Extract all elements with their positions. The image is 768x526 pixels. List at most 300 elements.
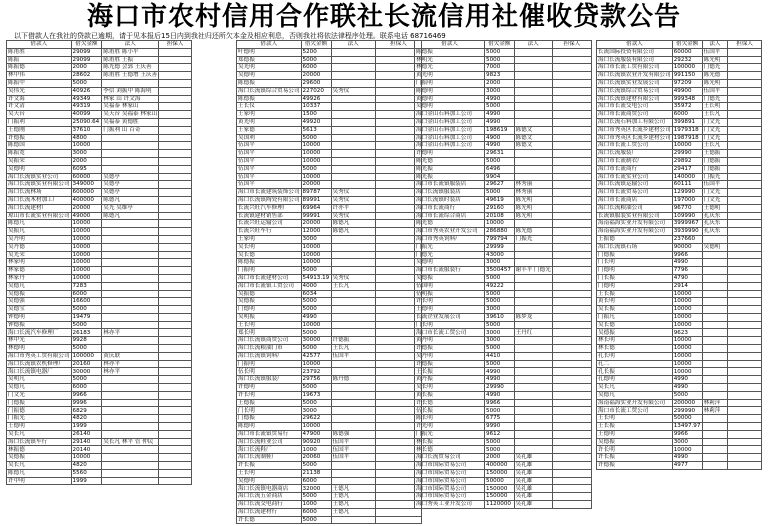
amount-cell: 10000 [301, 423, 331, 431]
legal-rep-cell [514, 430, 552, 438]
amount-cell: 29756 [301, 376, 331, 384]
amount-cell: 10000 [71, 251, 102, 259]
table-row [237, 118, 422, 126]
legal-rep-cell: 陈光德 [514, 228, 552, 236]
borrower-cell: 伍明振 [415, 290, 485, 298]
borrower-cell: 海口市秀英工贸有限公司 [8, 352, 70, 359]
legal-rep-cell [331, 181, 375, 189]
legal-rep-cell [102, 407, 159, 415]
borrower-cell: 海口金山石料加工公司 [415, 142, 485, 150]
borrower-cell: 黄德明 [415, 95, 485, 103]
amount-cell: 237660 [672, 235, 702, 243]
guarantor-cell [159, 415, 192, 423]
legal-rep-cell [331, 126, 375, 134]
table-row [415, 477, 592, 485]
legal-rep-cell: 吴光 吴维亭 [102, 204, 159, 212]
guarantor-cell [159, 235, 192, 243]
legal-rep-cell: 门德光 [702, 64, 728, 72]
amount-cell: 3999967 [672, 220, 702, 228]
borrower-cell: 吴长凡 [597, 384, 673, 392]
borrower-cell: 吴长德 [237, 251, 302, 259]
borrower-cell: 黄长振 [415, 391, 485, 399]
borrower-cell: 海口金山石料加工公司 [415, 118, 485, 126]
table-row [237, 134, 422, 142]
legal-rep-cell [102, 282, 159, 290]
amount-cell: 29990 [672, 150, 702, 158]
table-row [237, 391, 422, 399]
amount-cell: 10000 [301, 157, 331, 165]
legal-rep-cell [102, 337, 159, 345]
table-row [415, 337, 592, 345]
borrower-cell: 吴德凡 [7, 384, 72, 392]
legal-rep-cell [102, 79, 159, 87]
table-row [7, 407, 192, 415]
borrower-cell: 海口长流镇实业有限公司 [8, 181, 70, 188]
amount-cell: 10000 [672, 446, 702, 454]
borrower-cell: 海口长流汽车修理厂 [7, 329, 72, 337]
table-row [7, 306, 192, 314]
table-row [597, 321, 762, 329]
borrower-cell: 陈光德 [415, 157, 485, 165]
guarantor-cell [159, 87, 192, 95]
borrower-cell: 海口长流镇综合贸易公司 [597, 87, 673, 95]
table-row [7, 329, 192, 337]
guarantor-cell [159, 352, 192, 360]
table-row [7, 446, 192, 454]
legal-rep-cell: 陈德凡 [102, 212, 159, 220]
guarantor-cell [159, 259, 192, 267]
guarantor-cell [552, 345, 591, 353]
guarantor-cell [728, 446, 762, 454]
legal-rep-cell [331, 267, 375, 275]
borrower-cell: 孔德明 [597, 376, 673, 384]
guarantor-cell [552, 485, 591, 493]
table-row [7, 165, 192, 173]
amount-cell: 4990 [485, 391, 514, 399]
legal-rep-cell [102, 150, 159, 158]
guarantor-cell [159, 157, 192, 165]
amount-cell: 10000 [301, 259, 331, 267]
borrower-cell: 王家明 [237, 235, 302, 243]
legal-rep-cell [702, 462, 728, 470]
table-row [415, 126, 592, 134]
borrower-cell: 海口秀英工业开发公司 [415, 501, 485, 509]
borrower-cell: 吴光荣 [7, 251, 72, 259]
table-row [597, 313, 762, 321]
legal-rep-cell [331, 165, 375, 173]
column-header: 借款人 [597, 41, 673, 49]
borrower-cell: 陈振宽 [7, 150, 72, 158]
legal-rep-cell [102, 469, 159, 477]
borrower-cell: 长流镇建材销售部 [237, 212, 302, 220]
borrower-cell: 琼山市长流实业有限公司 [8, 212, 70, 219]
legal-rep-cell: 林秀丽 [514, 181, 552, 189]
table-row [237, 501, 422, 509]
table-row [237, 251, 422, 259]
amount-cell: 5000 [485, 157, 514, 165]
legal-rep-cell [102, 259, 159, 267]
table-row [415, 493, 592, 501]
guarantor-cell [552, 142, 591, 150]
amount-cell: 1120000 [485, 501, 514, 509]
amount-cell: 10000 [301, 360, 331, 368]
amount-cell: 5000 [301, 345, 331, 353]
guarantor-cell [552, 282, 591, 290]
column-header: 法人 [702, 41, 728, 49]
legal-rep-cell: 吴福泰 黄德胜 [102, 118, 159, 126]
amount-cell: 10000 [301, 142, 331, 150]
borrower-cell: 许光明 [415, 423, 485, 431]
amount-cell: 60111 [672, 181, 702, 189]
table-row [7, 134, 192, 142]
legal-rep-cell [102, 399, 159, 407]
table-row [597, 430, 762, 438]
guarantor-cell [552, 150, 591, 158]
borrower-cell: 门德振 [7, 399, 72, 407]
borrower-cell: 海口长流粮油门市 [237, 345, 302, 353]
borrower-cell: 海口市国际贸易公司 [415, 469, 485, 477]
amount-cell: 4990 [485, 142, 514, 150]
table-row [597, 126, 762, 134]
legal-rep-cell: 吴德亭 [102, 181, 159, 189]
table-row [597, 337, 762, 345]
table-row [7, 251, 192, 259]
amount-cell: 29892 [672, 157, 702, 165]
table-row [597, 454, 762, 462]
guarantor-cell [552, 173, 591, 181]
borrower-cell: 陈德振 [415, 48, 485, 56]
table-row [597, 173, 762, 181]
table-row [7, 56, 192, 64]
amount-cell: 4990 [485, 95, 514, 103]
legal-rep-cell [514, 173, 552, 181]
amount-cell: 6000 [71, 384, 102, 392]
amount-cell: 2000 [485, 454, 514, 462]
borrower-cell: 吴德振 [7, 290, 72, 298]
amount-cell: 43000 [485, 251, 514, 259]
table-row [7, 189, 192, 197]
table-row [7, 399, 192, 407]
amount-cell: 29999 [485, 243, 514, 251]
legal-rep-cell: 王德凡 [331, 508, 375, 516]
legal-rep-cell: 王长凡 [702, 111, 728, 119]
guarantor-cell [552, 126, 591, 134]
borrower-cell: 吴德振 [597, 438, 673, 446]
table-row [597, 329, 762, 337]
guarantor-cell [552, 501, 591, 509]
amount-cell: 3000 [301, 235, 331, 243]
legal-rep-cell [514, 274, 552, 282]
borrower-cell: 林家德 [7, 267, 72, 275]
legal-rep-cell: 吴德亭 [102, 173, 159, 181]
borrower-cell: 陈振德 [7, 64, 72, 72]
legal-rep-cell [514, 243, 552, 251]
legal-rep-cell: 伍国平 [331, 446, 375, 454]
table-row [7, 321, 192, 329]
guarantor-cell [159, 282, 192, 290]
borrower-cell: 海口长流镇时装店 [415, 196, 485, 204]
amount-cell: 109990 [672, 212, 702, 220]
borrower-cell: 黄长明 [597, 298, 673, 306]
amount-cell: 29140 [71, 438, 102, 446]
legal-rep-cell [514, 64, 552, 72]
table-row [237, 345, 422, 353]
borrower-cell: 吴德强 [7, 298, 72, 306]
borrower-cell: 许德振 [415, 360, 485, 368]
amount-cell: 30000 [301, 337, 331, 345]
table-row [415, 446, 592, 454]
column-header: 法人 [331, 41, 375, 49]
borrower-cell: 王德振 [237, 399, 302, 407]
guarantor-cell [552, 290, 591, 298]
legal-rep-cell [331, 251, 375, 259]
guarantor-cell [728, 79, 762, 87]
legal-rep-cell [102, 290, 159, 298]
table-row [7, 313, 192, 321]
table-row [597, 462, 762, 470]
borrower-cell: 王家德 [237, 126, 302, 134]
column-header: 借欠金额 [485, 41, 514, 49]
guarantor-cell [159, 267, 192, 275]
amount-cell: 5000 [485, 360, 514, 368]
legal-rep-cell [702, 423, 728, 431]
amount-cell: 9966 [672, 430, 702, 438]
legal-rep-cell [102, 376, 159, 384]
table-row [237, 469, 422, 477]
legal-rep-cell: 伍国平 [331, 454, 375, 462]
amount-cell: 5000 [672, 391, 702, 399]
amount-cell: 1999 [71, 423, 102, 431]
table-row [237, 56, 422, 64]
amount-cell: 3000 [485, 306, 514, 314]
legal-rep-cell [102, 134, 159, 142]
table-row [237, 142, 422, 150]
guarantor-cell [552, 391, 591, 399]
table-row [415, 64, 592, 72]
legal-rep-cell [702, 298, 728, 306]
legal-rep-cell [331, 360, 375, 368]
amount-cell: 20060 [301, 454, 331, 462]
borrower-cell: 陈光德 [415, 220, 485, 228]
legal-rep-cell: 吴礼雄 [514, 485, 552, 493]
table-row [7, 384, 192, 392]
guarantor-cell [552, 56, 591, 64]
guarantor-cell [552, 368, 591, 376]
borrower-cell: 吴德明 [237, 477, 302, 485]
legal-rep-cell [331, 157, 375, 165]
guarantor-cell [552, 493, 591, 501]
table-row [237, 438, 422, 446]
guarantor-cell [159, 48, 192, 56]
guarantor-cell [552, 72, 591, 80]
legal-rep-cell: 孔庆东 [702, 220, 728, 228]
borrower-cell: 林中伟 [7, 72, 72, 80]
table-row [597, 384, 762, 392]
table-row [237, 485, 422, 493]
borrower-cell: 许长振 [597, 454, 673, 462]
borrower-cell: 海口长流镇农业开发有限公司 [598, 72, 671, 79]
borrower-cell: 陈德国 [7, 142, 72, 150]
amount-cell: 10000 [301, 251, 331, 259]
borrower-cell: 钟德振 [7, 321, 72, 329]
table-row [415, 368, 592, 376]
table-row [415, 150, 592, 158]
table-row [415, 111, 592, 119]
legal-rep-cell [702, 446, 728, 454]
table-row [237, 220, 422, 228]
borrower-cell: 海口长流石料加工有限公司 [597, 118, 673, 126]
amount-cell: 9966 [485, 399, 514, 407]
amount-cell: 4410 [485, 352, 514, 360]
guarantor-cell [728, 56, 762, 64]
borrower-cell: 海口长流镇陶瓷有限公司 [238, 197, 300, 204]
table-row [415, 415, 592, 423]
borrower-cell: 海口市长流工贸有限公司 [597, 64, 673, 72]
guarantor-cell [159, 469, 192, 477]
guarantor-cell [552, 469, 591, 477]
borrower-cell: 海口长流五金商店 [237, 493, 302, 501]
amount-cell: 19479 [71, 313, 102, 321]
guarantor-cell [159, 329, 192, 337]
borrower-cell: 海口市国际贸易公司 [415, 462, 485, 470]
legal-rep-cell: 林秀丽 [514, 189, 552, 197]
guarantor-cell [159, 220, 192, 228]
table-row [597, 352, 762, 360]
amount-cell: 400000 [485, 462, 514, 470]
guarantor-cell [728, 157, 762, 165]
amount-cell: 2000 [71, 64, 102, 72]
table-row [7, 282, 192, 290]
borrower-cell: 黄丹明 [415, 337, 485, 345]
debtor-table-block-1 [6, 40, 192, 526]
table-row [415, 165, 592, 173]
table-row [7, 228, 192, 236]
guarantor-cell [552, 399, 591, 407]
borrower-cell: 许德振 [7, 134, 72, 142]
borrower-cell: 长流镇服装实业有限公司 [597, 212, 673, 220]
legal-rep-cell [331, 243, 375, 251]
guarantor-cell [552, 118, 591, 126]
legal-rep-cell [331, 391, 375, 399]
table-row [597, 423, 762, 431]
legal-rep-cell [702, 415, 728, 423]
amount-cell: 28602 [71, 72, 102, 80]
borrower-cell: 海口长流服装厂 [597, 150, 673, 158]
amount-cell: 13497.97 [673, 423, 701, 430]
guarantor-cell [552, 103, 591, 111]
amount-cell: 5000 [301, 399, 331, 407]
amount-cell: 5613 [301, 126, 331, 134]
legal-rep-cell [331, 134, 375, 142]
borrower-cell: 海口长流林场 [7, 189, 72, 197]
legal-rep-cell [331, 56, 375, 64]
legal-rep-cell: 王丹红 [514, 329, 552, 337]
borrower-cell: 吴振凡 [7, 228, 72, 236]
table-row [415, 87, 592, 95]
guarantor-cell [552, 352, 591, 360]
guarantor-cell [728, 290, 762, 298]
borrower-cell: 林德明 [7, 345, 72, 353]
table-row [7, 423, 192, 431]
borrower-cell: 伍国平 [237, 157, 302, 165]
column-header: 担保人 [159, 41, 192, 49]
borrower-cell: 吴伟光 [7, 87, 72, 95]
legal-rep-cell [331, 306, 375, 314]
legal-rep-cell: 门文光 [702, 126, 728, 134]
amount-cell: 89787 [301, 189, 331, 197]
legal-rep-cell: 陈光明 [514, 196, 552, 204]
amount-cell: 54913.19 [302, 275, 330, 281]
guarantor-cell [159, 462, 192, 470]
guarantor-cell [728, 462, 762, 470]
borrower-cell: 海口金山石料加工公司 [415, 126, 485, 134]
borrower-cell: 海口长流建材行 [237, 508, 302, 516]
amount-cell: 10000 [672, 352, 702, 360]
legal-rep-cell: 陈甫胜 王德增 王庆善 [103, 72, 158, 79]
amount-cell: 5000 [71, 376, 102, 384]
amount-cell: 3000 [71, 150, 102, 158]
table-row [237, 103, 422, 111]
amount-cell: 10000 [672, 337, 702, 345]
guarantor-cell [159, 228, 192, 236]
amount-cell: 9623 [672, 329, 702, 337]
amount-cell: 69964 [301, 204, 331, 212]
amount-cell: 60000 [71, 173, 102, 181]
legal-rep-cell: 陈德凡 [331, 220, 375, 228]
guarantor-cell [552, 228, 591, 236]
guarantor-cell [552, 181, 591, 189]
guarantor-cell [552, 111, 591, 119]
borrower-cell: 陈德明 [237, 423, 302, 431]
borrower-cell: 海口长流镇车行 [7, 438, 72, 446]
borrower-cell: 陈德振 [237, 95, 302, 103]
table-row [237, 212, 422, 220]
table-row [7, 243, 192, 251]
amount-cell: 5000 [301, 462, 331, 470]
table-row [237, 313, 422, 321]
guarantor-cell [552, 243, 591, 251]
borrower-cell: 海口市长流交电公司 [597, 103, 673, 111]
table-row [415, 306, 592, 314]
borrower-cell: 吴德振 [7, 454, 72, 462]
table-header-row [597, 41, 762, 49]
legal-rep-cell: 陈丹德 [331, 376, 375, 384]
legal-rep-cell: 吴秀仪 [331, 87, 375, 95]
borrower-cell: 海口市长流商行 [415, 204, 485, 212]
borrower-cell: 许文清 [7, 103, 72, 111]
table-row [237, 329, 422, 337]
table-row [597, 181, 762, 189]
column-header: 担保人 [552, 41, 591, 49]
legal-rep-cell [102, 384, 159, 392]
debtor-table-block-2 [236, 40, 422, 526]
borrower-cell: 海口市长流建筑装饰公司 [238, 189, 300, 196]
borrower-cell: 伍国平 [237, 142, 302, 150]
guarantor-cell [159, 181, 192, 189]
borrower-cell: 许长明 [597, 446, 673, 454]
borrower-cell: 许长明 [237, 391, 302, 399]
guarantor-cell [552, 430, 591, 438]
table-row [597, 298, 762, 306]
legal-rep-cell: 伍国平 [702, 48, 728, 56]
borrower-cell: 陈德凡 [7, 220, 72, 228]
legal-rep-cell [102, 274, 159, 282]
legal-rep-cell [514, 384, 552, 392]
legal-rep-cell [514, 251, 552, 259]
borrower-cell: 海口市长流建材公司 [237, 274, 302, 282]
table-row [7, 267, 192, 275]
amount-cell: 1000 [301, 446, 331, 454]
